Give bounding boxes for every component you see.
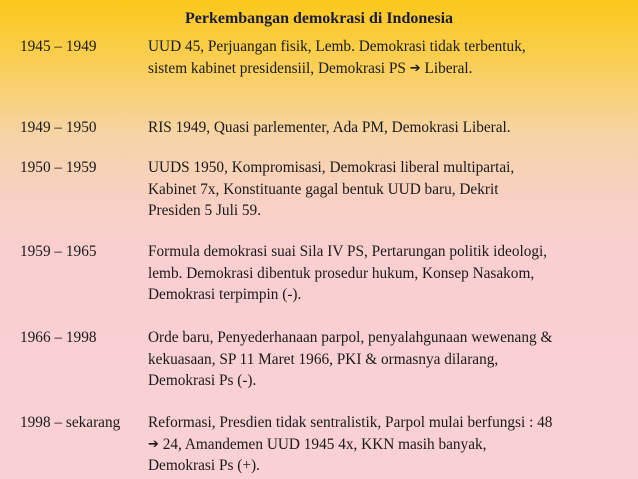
period-label: 1945 – 1949 [20,38,97,55]
description-line: Reformasi, Presdien tidak sentralistik, Parpol mulai berfungsi : 48 [148,414,553,431]
description-line: Presiden 5 Juli 59. [148,202,262,219]
description-line: Orde baru, Penyederhanaan parpol, penyalahgunaan wewenang & [148,329,553,346]
period-description [148,157,634,222]
description-line [148,434,634,456]
period-label: 1959 – 1965 [20,243,97,260]
period-label: 1950 – 1959 [20,159,97,176]
description-line: RIS 1949, Quasi parlementer, Ada PM, Demokrasi Liberal. [148,119,511,136]
right-arrow-icon: ➔ [148,436,159,452]
right-arrow-icon: ➔ [409,60,421,76]
period-description [148,412,634,477]
description-line: Formula demokrasi suai Sila IV PS, Pertarungan politik ideologi, [148,243,548,260]
description-text: Liberal. [424,59,473,77]
description-line [148,58,634,80]
period-description [148,117,634,139]
description-line: Demokrasi Ps (-). [148,372,257,389]
description-line: Demokrasi Ps (+). [148,457,260,474]
period-label: 1966 – 1998 [20,329,97,346]
period-label: 1998 – sekarang [20,414,121,431]
period-label: 1949 – 1950 [20,119,97,136]
description-line: UUD 45, Perjuangan fisik, Lemb. Demokrasi tidak terbentuk, [148,38,526,55]
description-text: 24, Amandemen UUD 1945 4x, KKN masih banyak, [158,435,487,453]
period-description [148,241,634,306]
slide-title: Perkembangan demokrasi di Indonesia [184,10,454,27]
description-line: UUDS 1950, Kompromisasi, Demokrasi liberal multipartai, [148,159,515,176]
description-line: lemb. Demokrasi dibentuk prosedur hukum, Konsep Nasakom, [148,264,535,282]
description-line: kekuasaan, SP 11 Maret 1966, PKI & ormasnya dilarang, [148,350,499,368]
period-description [148,36,634,79]
description-line: Kabinet 7x, Konstituante gagal bentuk UUD baru, Dekrit [148,180,499,198]
description-text: sistem kabinet presidensiil, Demokrasi PS [148,59,410,77]
description-line: Demokrasi terpimpin (-). [148,286,302,303]
period-description [148,327,634,392]
